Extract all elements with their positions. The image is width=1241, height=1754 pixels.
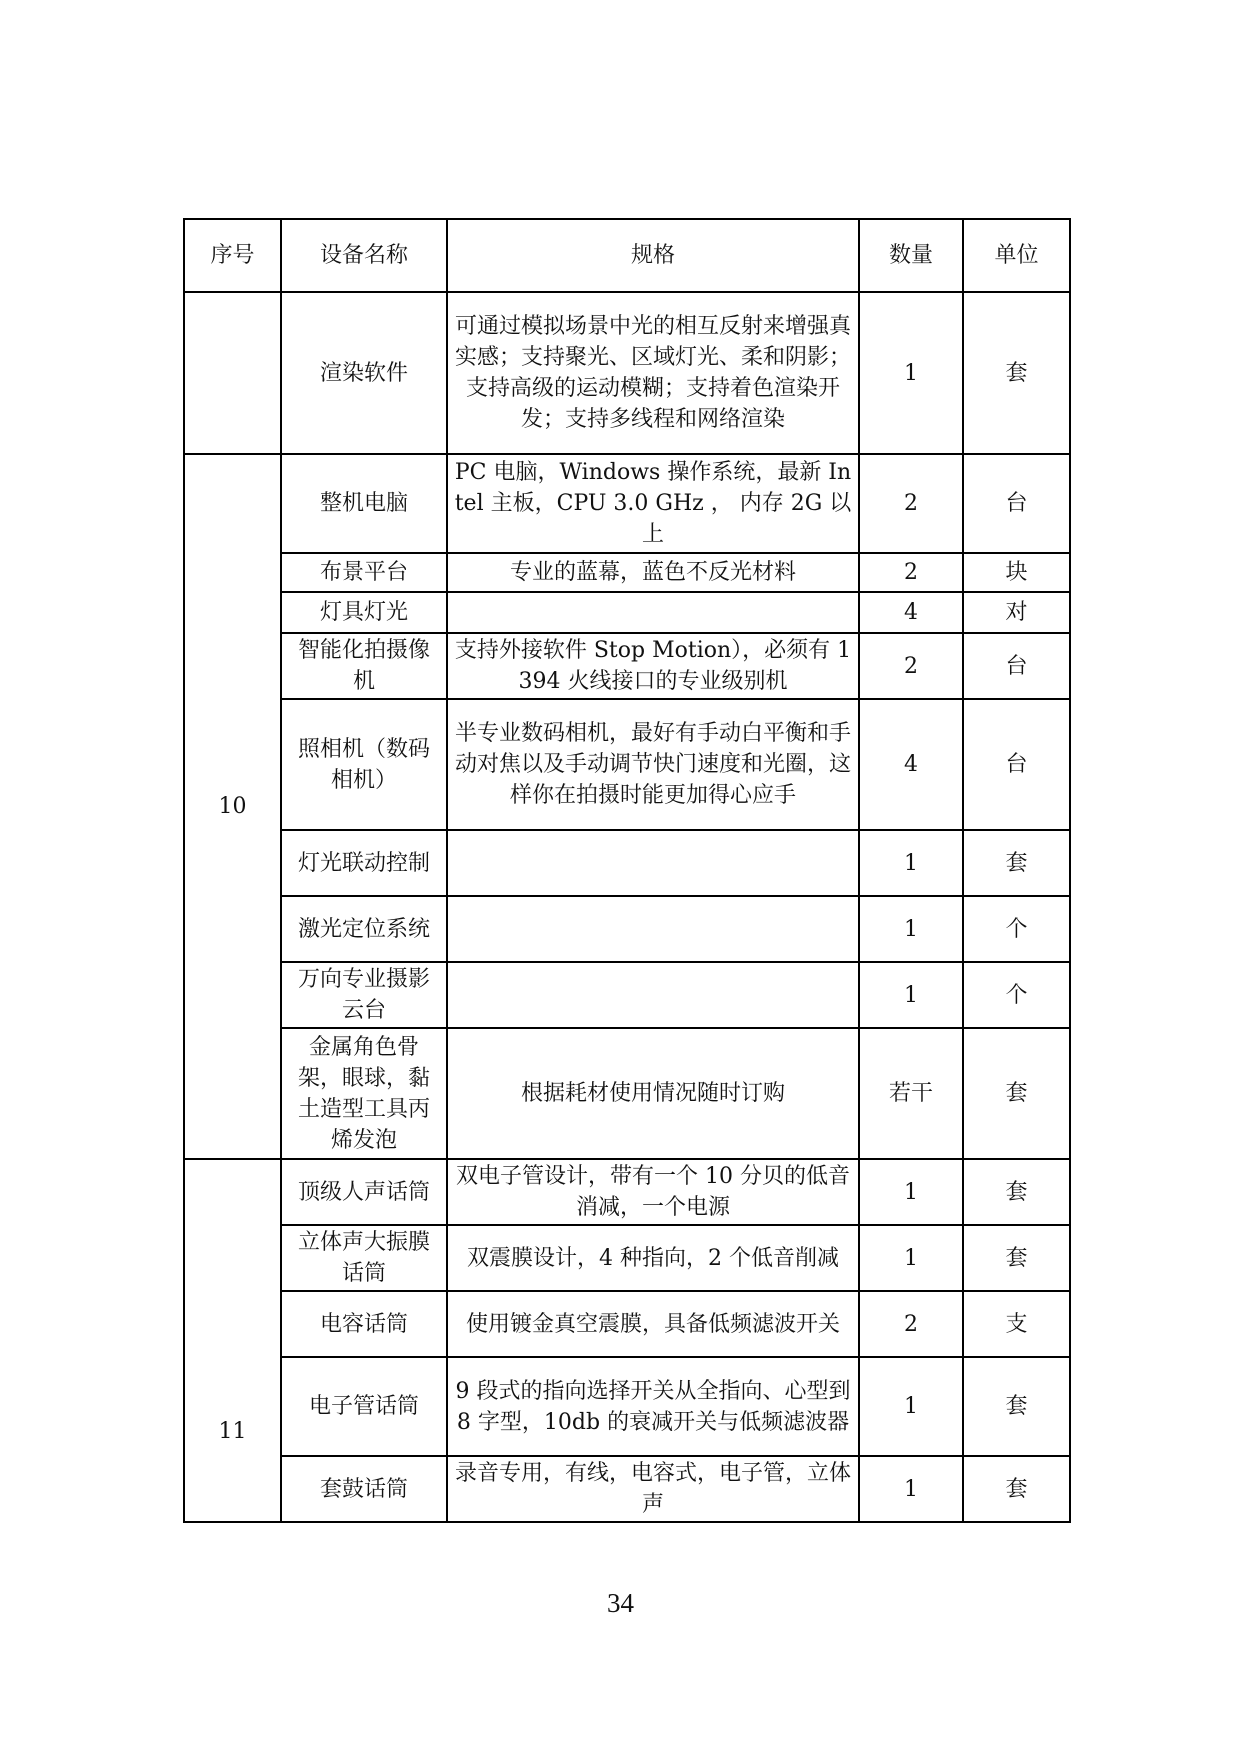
device-name: 电子管话筒 [281, 1357, 447, 1456]
device-spec: 支持外接软件 Stop Motion），必须有 1394 火线接口的专业级别机 [447, 633, 859, 699]
device-unit: 套 [963, 292, 1070, 454]
device-name: 立体声大振膜话筒 [281, 1225, 447, 1291]
table-row [184, 592, 1070, 633]
device-quantity: 1 [859, 292, 963, 454]
device-name: 灯具灯光 [281, 592, 447, 633]
device-quantity: 2 [859, 1291, 963, 1357]
header-quantity: 数量 [859, 219, 963, 292]
header-spec: 规格 [447, 219, 859, 292]
device-unit: 套 [963, 1357, 1070, 1456]
device-name: 灯光联动控制 [281, 830, 447, 896]
device-name: 渲染软件 [281, 292, 447, 454]
device-name: 整机电脑 [281, 454, 447, 553]
device-spec: 专业的蓝幕，蓝色不反光材料 [447, 553, 859, 592]
device-name: 电容话筒 [281, 1291, 447, 1357]
row-index: 10 [184, 454, 281, 1159]
device-spec [447, 592, 859, 633]
device-unit: 支 [963, 1291, 1070, 1357]
device-spec [447, 962, 859, 1028]
device-quantity: 2 [859, 454, 963, 553]
table-row [184, 1159, 1070, 1225]
table-row [184, 962, 1070, 1028]
device-name: 金属角色骨架，眼球，黏土造型工具丙烯发泡 [281, 1028, 447, 1159]
device-quantity: 1 [859, 1456, 963, 1522]
table-row [184, 1225, 1070, 1291]
device-spec: 双震膜设计，4 种指向，2 个低音削减 [447, 1225, 859, 1291]
header-unit: 单位 [963, 219, 1070, 292]
device-unit: 套 [963, 1456, 1070, 1522]
device-name: 布景平台 [281, 553, 447, 592]
device-quantity: 2 [859, 633, 963, 699]
device-unit: 个 [963, 962, 1070, 1028]
table-row [184, 1291, 1070, 1357]
device-spec: PC 电脑，Windows 操作系统，最新 Intel 主板，CPU 3.0 GHz ， 内存 2G 以上 [447, 454, 859, 553]
device-quantity: 若干 [859, 1028, 963, 1159]
page-number: 34 [607, 1588, 634, 1618]
device-name: 激光定位系统 [281, 896, 447, 962]
device-spec: 根据耗材使用情况随时订购 [447, 1028, 859, 1159]
device-spec: 双电子管设计，带有一个 10 分贝的低音消减，一个电源 [447, 1159, 859, 1225]
table-row [184, 830, 1070, 896]
row-index [184, 292, 281, 454]
device-spec: 半专业数码相机，最好有手动白平衡和手动对焦以及手动调节快门速度和光圈，这样你在拍摄时能更加得心应手 [447, 699, 859, 830]
table-row [184, 1028, 1070, 1159]
device-quantity: 4 [859, 699, 963, 830]
device-quantity: 1 [859, 1357, 963, 1456]
device-spec: 使用镀金真空震膜，具备低频滤波开关 [447, 1291, 859, 1357]
table-row [184, 896, 1070, 962]
device-unit: 台 [963, 633, 1070, 699]
device-name: 套鼓话筒 [281, 1456, 447, 1522]
device-unit: 套 [963, 830, 1070, 896]
header-device-name: 设备名称 [281, 219, 447, 292]
device-quantity: 1 [859, 830, 963, 896]
table-row [184, 553, 1070, 592]
device-quantity: 1 [859, 962, 963, 1028]
device-spec: 录音专用，有线，电容式，电子管，立体声 [447, 1456, 859, 1522]
device-quantity: 1 [859, 896, 963, 962]
equipment-table [183, 218, 1071, 1523]
device-quantity: 4 [859, 592, 963, 633]
device-spec [447, 896, 859, 962]
table-row [184, 699, 1070, 830]
table-header-row [184, 219, 1070, 292]
device-unit: 个 [963, 896, 1070, 962]
device-unit: 对 [963, 592, 1070, 633]
table-row [184, 633, 1070, 699]
device-unit: 套 [963, 1225, 1070, 1291]
device-unit: 块 [963, 553, 1070, 592]
table-row [184, 1357, 1070, 1456]
device-unit: 台 [963, 699, 1070, 830]
device-unit: 套 [963, 1159, 1070, 1225]
device-name: 万向专业摄影云台 [281, 962, 447, 1028]
device-name: 照相机（数码相机） [281, 699, 447, 830]
table-row [184, 1456, 1070, 1522]
table-row [184, 292, 1070, 454]
device-name: 智能化拍摄像机 [281, 633, 447, 699]
device-spec: 可通过模拟场景中光的相互反射来增强真实感；支持聚光、区域灯光、柔和阴影；支持高级的运动模糊；支持着色渲染开发；支持多线程和网络渲染 [447, 292, 859, 454]
device-spec: 9 段式的指向选择开关从全指向、心型到 8 字型，10db 的衰减开关与低频滤波器 [447, 1357, 859, 1456]
device-name: 顶级人声话筒 [281, 1159, 447, 1225]
device-unit: 套 [963, 1028, 1070, 1159]
row-index: 11 [184, 1159, 281, 1522]
header-index: 序号 [184, 219, 281, 292]
device-spec [447, 830, 859, 896]
device-unit: 台 [963, 454, 1070, 553]
device-quantity: 2 [859, 553, 963, 592]
device-quantity: 1 [859, 1225, 963, 1291]
table-row [184, 454, 1070, 553]
device-quantity: 1 [859, 1159, 963, 1225]
